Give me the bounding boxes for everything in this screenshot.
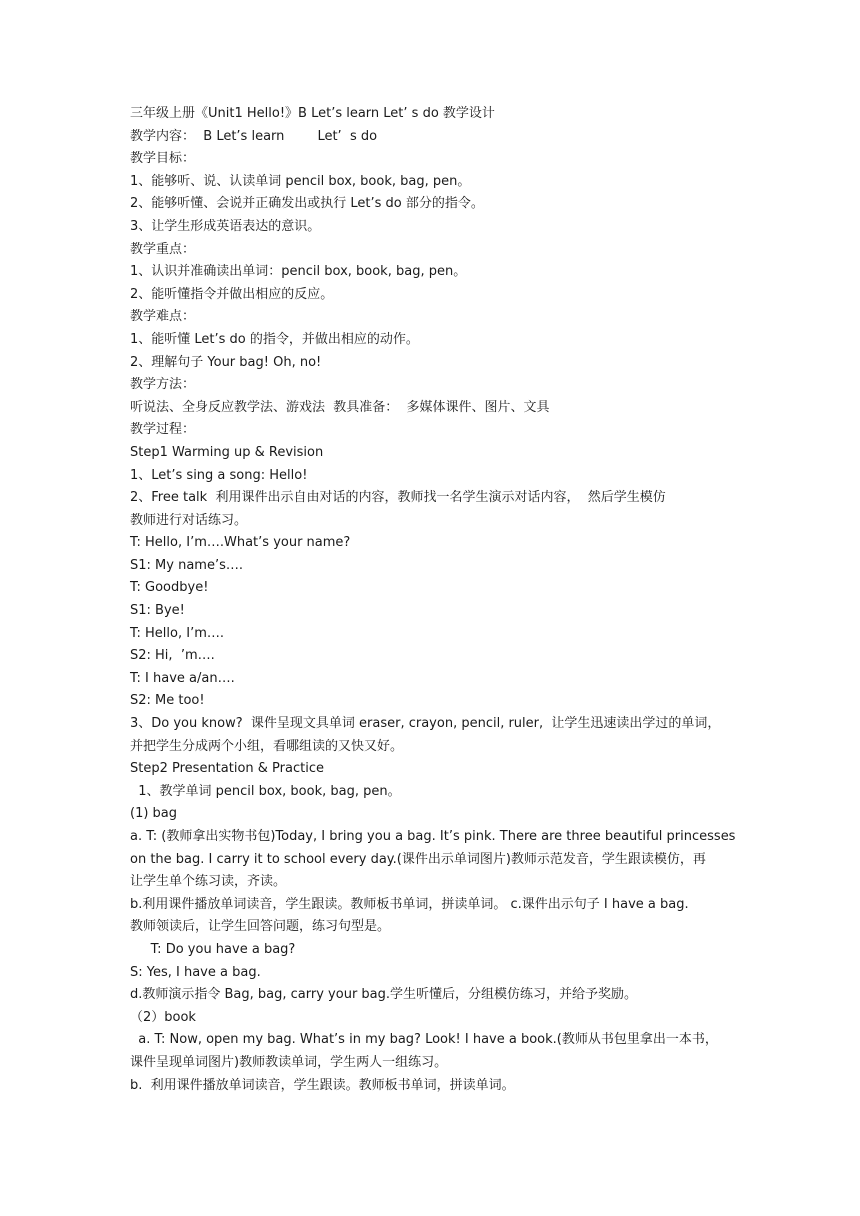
- paragraph-line: 1、教学单词 pencil box, book, bag, pen。: [130, 783, 401, 799]
- paragraph-line: 3、Do you know? 课件呈现文具单词 eraser, crayon, pencil, ruler, 让学生迅速读出学过的单词，: [130, 716, 721, 732]
- paragraph-line: 课件呈现单词图片)教师教读单词，学生两人一组练习。: [130, 1054, 448, 1070]
- dialogue-line: S1: Bye!: [130, 603, 185, 619]
- document-page: [130, 103, 740, 1097]
- dialogue-line: S: Yes, I have a bag.: [130, 964, 261, 980]
- paragraph-line: 1、Let’s sing a song: Hello!: [130, 467, 308, 483]
- section-heading-key-points: 教学重点：: [130, 241, 196, 257]
- paragraph-line: d.教师演示指令 Bag, bag, carry your bag.学生听懂后，分组模仿练习，并给予奖励。: [130, 987, 638, 1003]
- section-heading-difficulties: 教学难点：: [130, 309, 196, 325]
- dialogue-line: T: Hello, I’m….: [130, 625, 225, 641]
- key-point-item: 1、认识并准确读出单词：pencil box, book, bag, pen。: [130, 264, 467, 280]
- teaching-content: 教学内容： B Let’s learn Let’ s do: [130, 128, 378, 144]
- paragraph-line: 2、Free talk 利用课件出示自由对话的内容，教师找一名学生演示对话内容， 然后学生模仿: [130, 490, 666, 506]
- section-heading-process: 教学过程：: [130, 422, 196, 438]
- dialogue-line: T: Hello, I’m….What’s your name?: [130, 535, 351, 551]
- objective-item: 1、能够听、说、认读单词 pencil box, book, bag, pen。: [130, 173, 471, 189]
- dialogue-line: S2: Hi, ’m….: [130, 648, 215, 664]
- dialogue-line: T: Do you have a bag?: [130, 941, 296, 957]
- paragraph-line: b.利用课件播放单词读音，学生跟读。教师板书单词，拼读单词。 c.课件出示句子 I have a bag.: [130, 896, 689, 912]
- dialogue-line: T: I have a/an….: [130, 670, 235, 686]
- objective-item: 3、让学生形成英语表达的意识。: [130, 218, 321, 234]
- step-heading: Step1 Warming up & Revision: [130, 444, 324, 460]
- paragraph-line: 教师领读后，让学生回答问题，练习句型是。: [130, 919, 391, 935]
- paragraph-line: 教师进行对话练习。: [130, 512, 248, 528]
- subsection-heading: （2）book: [130, 1009, 196, 1025]
- difficulty-item: 1、能听懂 Let’s do 的指令，并做出相应的动作。: [130, 331, 419, 347]
- objective-item: 2、能够听懂、会说并正确发出或执行 Let’s do 部分的指令。: [130, 196, 484, 212]
- paragraph-line: 让学生单个练习读，齐读。: [130, 874, 287, 890]
- subsection-heading: (1) bag: [130, 806, 178, 822]
- paragraph-line: a. T: Now, open my bag. What’s in my bag? Look! I have a book.(教师从书包里拿出一本书，: [130, 1032, 718, 1048]
- doc-title: 三年级上册《Unit1 Hello!》B Let’s learn Let’ s do 教学设计: [130, 106, 495, 121]
- paragraph-line: 并把学生分成两个小组，看哪组读的又快又好。: [130, 738, 404, 754]
- dialogue-line: S2: Me too!: [130, 693, 205, 709]
- dialogue-line: T: Goodbye!: [130, 580, 209, 596]
- paragraph-line: on the bag. I carry it to school every day.(课件出示单词图片)教师示范发音，学生跟读模仿，再: [130, 851, 706, 867]
- methods-text: 听说法、全身反应教学法、游戏法 教具准备： 多媒体课件、图片、文具: [130, 399, 550, 415]
- step-heading: Step2 Presentation & Practice: [130, 761, 324, 777]
- key-point-item: 2、能听懂指令并做出相应的反应。: [130, 286, 334, 302]
- paragraph-line: b. 利用课件播放单词读音，学生跟读。教师板书单词，拼读单词。: [130, 1077, 515, 1093]
- dialogue-line: S1: My name’s….: [130, 557, 243, 573]
- difficulty-item: 2、理解句子 Your bag! Oh, no!: [130, 354, 322, 370]
- paragraph-line: a. T: (教师拿出实物书包)Today, I bring you a bag. It’s pink. There are three beautiful princesses: [130, 829, 736, 844]
- section-heading-objectives: 教学目标：: [130, 151, 196, 167]
- section-heading-methods: 教学方法：: [130, 377, 196, 393]
